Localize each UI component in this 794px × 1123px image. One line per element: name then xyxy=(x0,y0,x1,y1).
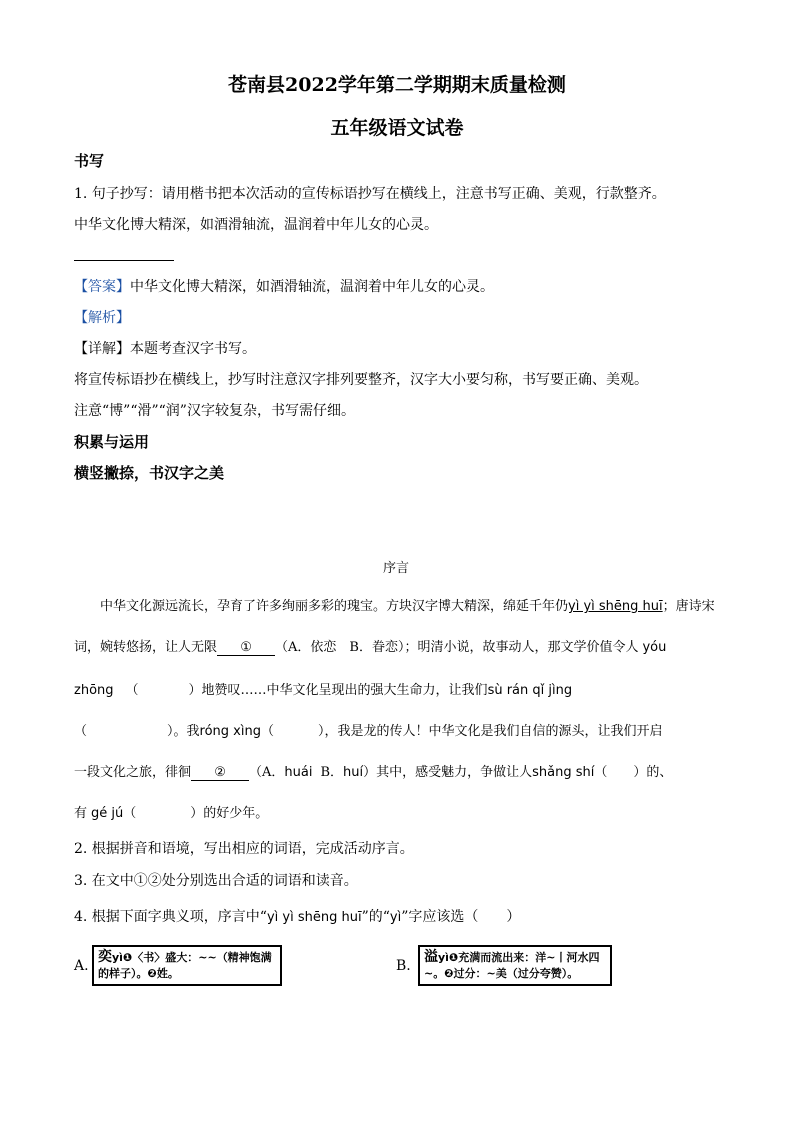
pinyin-rongxing: róng xìng xyxy=(199,724,261,739)
section-subheading: 横竖撇捺，书汉字之美 xyxy=(74,464,225,482)
answer-paren-open: （ xyxy=(594,765,608,780)
preface-text: ；唐诗宋 xyxy=(662,599,715,614)
option-b-pinyin: huí xyxy=(343,765,364,780)
analysis-tag: 【解析】 xyxy=(74,310,130,326)
preface-text: ）其中，感受魅力，争做让人 xyxy=(363,765,533,780)
option-a-dictionary-box[interactable] xyxy=(92,945,282,986)
detail-line xyxy=(74,338,256,358)
pinyin-zhong: zhōng xyxy=(74,683,114,698)
answer-paren-close: ） xyxy=(167,724,174,739)
blank-2[interactable]: ② xyxy=(191,765,249,781)
preface-text: 中华文化源远流长，孕育了许多绚丽多彩的瑰宝。方块汉字博大精深，绵延千年仍 xyxy=(100,599,569,614)
section-heading-writing: 书写 xyxy=(74,152,105,170)
option-b-label[interactable]: B. xyxy=(396,958,411,974)
preface-text: 有 xyxy=(74,806,88,821)
answer-paren-open: （ xyxy=(125,683,139,698)
answer-paren-close: ） xyxy=(188,683,202,698)
question-3: 3. 在文中①②处分别选出合适的词语和读音。 xyxy=(74,873,358,889)
explanation-1: 将宣传标语抄在横线上，抄写时注意汉字排列要整齐，汉字大小要匀称，书写要正确、美观。 xyxy=(74,372,648,388)
question-text: ”的“ xyxy=(361,909,390,925)
option-a-definition: yì❶〈书〉盛大：~~（精神饱满的样子）。❷姓。 xyxy=(98,951,272,980)
pinyin-you: yóu xyxy=(642,640,667,655)
preface-text: 一段文化之旅，徘徊 xyxy=(74,765,192,780)
preface-line-2 xyxy=(74,636,666,656)
question-text: 4. 根据下面字典义项，序言中“ xyxy=(74,909,267,925)
preface-title: 序言 xyxy=(383,561,410,576)
preface-text: 的好少年。 xyxy=(203,806,269,821)
blank-1[interactable]: ① xyxy=(217,640,275,656)
answer-text: 中华文化博大精深，如酒滑轴流，温润着中年儿女的心灵。 xyxy=(130,279,494,295)
question-4 xyxy=(74,906,520,926)
preface-text: （A．依恋 B．眷恋）；明清小说，故事动人，那文学价值令人 xyxy=(275,640,639,655)
pinyin-geju: gé jú xyxy=(91,806,124,821)
answer-paren-open: （ xyxy=(260,724,274,739)
preface-text: 。我 xyxy=(173,724,200,739)
preface-text: （A． xyxy=(249,765,285,780)
question-1: 1. 句子抄写：请用楷书把本次活动的宣传标语抄写在横线上，注意书写正确、美观，行款整齐。 xyxy=(74,186,666,202)
answer-paren-open: （ xyxy=(74,724,88,739)
preface-line-4 xyxy=(74,720,663,739)
preface-line-5 xyxy=(74,761,672,781)
pinyin-yiyishenghui: yì yì shēng huī xyxy=(568,599,663,614)
preface-text: 的、 xyxy=(646,765,673,780)
question-text: ”字应该选（ ） xyxy=(401,909,521,925)
section-heading-usage: 积累与运用 xyxy=(74,433,150,451)
slogan-text: 中华文化博大精深，如酒滑轴流，温润着中年儿女的心灵。 xyxy=(74,217,438,233)
pinyin-suranqijing: sù rán qǐ jìng xyxy=(487,683,573,698)
answer-line xyxy=(74,276,494,296)
option-a-pinyin: huái xyxy=(284,765,313,780)
preface-text: 地赞叹……中华文化呈现出的强大生命力，让我们 xyxy=(201,683,488,698)
pinyin-shangshi: shǎng shí xyxy=(532,765,595,780)
option-a-label[interactable]: A. xyxy=(74,958,89,974)
answer-paren-close: ） xyxy=(318,724,325,739)
answer-paren-open: （ xyxy=(123,806,137,821)
preface-line-6 xyxy=(74,802,268,821)
answer-paren-close: ） xyxy=(190,806,204,821)
preface-text: B． xyxy=(320,765,344,780)
exam-subtitle: 五年级语文试卷 xyxy=(330,117,464,139)
option-b-definition: yì❶充满而流出来：洋~丨河水四~。❷过分：~美（过分夸赞）。 xyxy=(424,951,600,980)
preface-line-3 xyxy=(74,679,572,698)
question-2: 2. 根据拼音和语境，写出相应的词语，完成活动序言。 xyxy=(74,841,414,857)
option-a-char: 奕 xyxy=(98,949,112,965)
option-b-dictionary-box[interactable] xyxy=(418,945,612,986)
preface-line-1 xyxy=(100,595,715,614)
answer-tag: 【答案】 xyxy=(74,279,130,295)
explanation-2: 注意“博”“滑”“润”汉字较复杂，书写需仔细。 xyxy=(74,403,355,419)
detail-tag: 【详解】 xyxy=(74,341,130,357)
writing-line xyxy=(74,260,174,261)
pinyin-yiyishenghui: yì yì shēng huī xyxy=(266,910,362,925)
preface-text: 词，婉转悠扬，让人无限 xyxy=(74,640,218,655)
pinyin-yi: yì xyxy=(389,910,402,925)
exam-title: 苍南县2022学年第二学期期末质量检测 xyxy=(228,74,566,96)
answer-paren-close: ） xyxy=(633,765,647,780)
preface-text: ，我是龙的传人！中华文化是我们自信的源头，让我们开启 xyxy=(324,724,663,739)
option-b-char: 溢 xyxy=(424,949,438,965)
detail-text: 本题考查汉字书写。 xyxy=(130,341,256,357)
